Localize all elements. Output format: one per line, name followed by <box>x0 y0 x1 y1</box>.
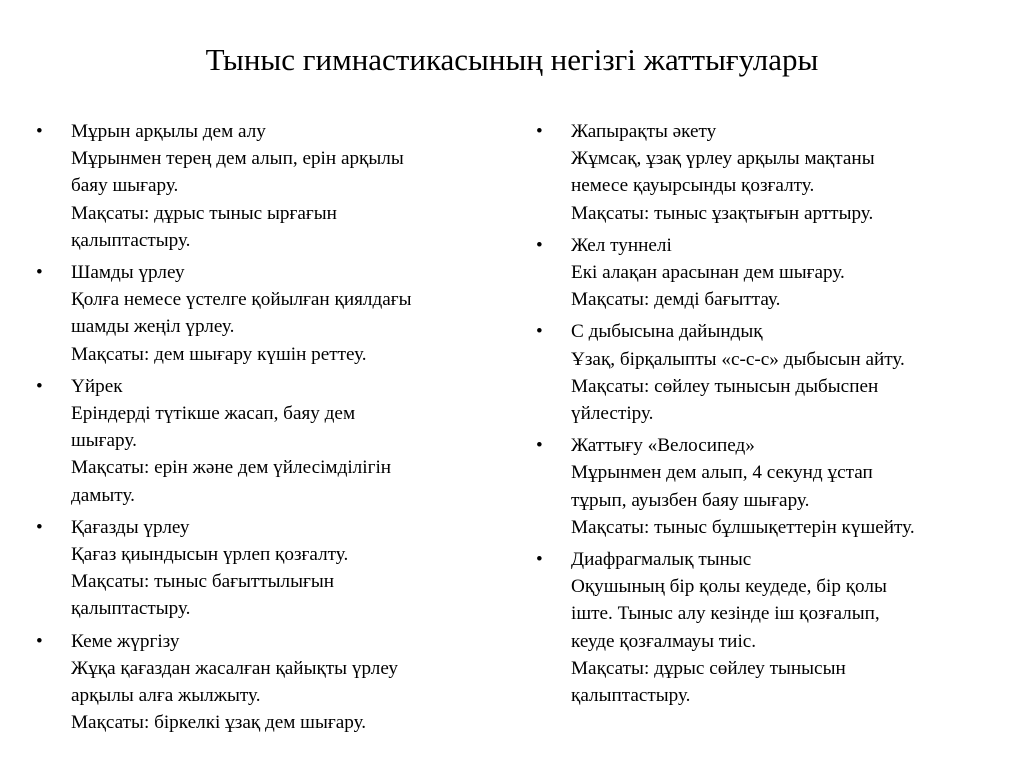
list-item <box>536 232 1002 314</box>
list-item <box>536 546 1002 709</box>
exercise-text-line: Мақсаты: ерін және дем үйлесімділігін <box>71 457 392 479</box>
bullet-icon: • <box>36 375 43 397</box>
exercise-text-line: Қағаз қиындысын үрлеп қозғалту. <box>71 544 349 566</box>
list-item <box>36 118 488 254</box>
bullet-icon: • <box>536 321 543 343</box>
list-item <box>536 118 1002 227</box>
exercise-text-line: Жұмсақ, ұзақ үрлеу арқылы мақтаны <box>571 148 875 170</box>
exercise-name: Жел туннелі <box>571 234 672 256</box>
exercise-name: Жапырақты әкету <box>571 121 717 142</box>
exercise-text-line: қалыптастыру. <box>71 598 191 620</box>
exercise-text-line: Мақсаты: тыныс ұзақтығын арттыру. <box>571 202 874 224</box>
exercise-name: Диафрагмалық тыныс <box>571 549 752 571</box>
slide-title: Тыныс гимнастикасының негізгі жаттығулары <box>205 42 819 77</box>
exercise-text-line: шығару. <box>71 430 137 452</box>
exercise-text-line: Мақсаты: сөйлеу тынысын дыбыспен <box>571 375 879 397</box>
bullet-icon: • <box>536 549 543 571</box>
exercise-text-line: Қолға немесе үстелге қойылған қиялдағы <box>71 289 412 311</box>
list-item <box>36 514 488 623</box>
list-item <box>36 373 488 509</box>
bullet-icon: • <box>536 435 543 457</box>
list-item <box>36 628 488 737</box>
exercise-text-line: Мақсаты: біркелкі ұзақ дем шығару. <box>71 712 367 734</box>
exercise-text-line: баяу шығару. <box>71 175 179 197</box>
left-column <box>36 118 488 741</box>
exercise-text-line: іште. Тыныс алу кезінде іш қозғалып, <box>571 603 880 625</box>
exercise-text-line: Жұқа қағаздан жасалған қайықты үрлеу <box>71 657 398 679</box>
list-item <box>36 259 488 368</box>
exercise-name: Шамды үрлеу <box>71 262 185 284</box>
bullet-icon: • <box>36 262 43 284</box>
exercise-text-line: кеуде қозғалмауы тиіс. <box>571 630 757 652</box>
exercise-text-line: Мақсаты: дұрыс тыныс ырғағын <box>71 202 337 224</box>
exercise-name: Кеме жүргізу <box>71 630 180 652</box>
exercise-text-line: Мақсаты: дем шығару күшін реттеу. <box>71 343 367 365</box>
bullet-icon: • <box>36 121 43 142</box>
exercise-text-line: Оқушының бір қолы кеудеде, бір қолы <box>571 576 887 598</box>
exercise-text-line: шамды жеңіл үрлеу. <box>71 316 235 338</box>
list-item <box>536 432 1002 541</box>
exercise-text-line: дамыту. <box>71 484 135 506</box>
exercise-text-line: немесе қауырсынды қозғалту. <box>571 175 815 197</box>
exercise-text-line: Мақсаты: тыныс бұлшықеттерін күшейту. <box>571 516 915 538</box>
exercise-text-line: қалыптастыру. <box>71 229 191 251</box>
exercise-text-line: Екі алақан арасынан дем шығару. <box>571 262 845 284</box>
exercise-text-line: Еріндерді түтікше жасап, баяу дем <box>71 403 356 425</box>
right-column <box>536 118 1002 714</box>
bullet-icon: • <box>536 121 543 142</box>
bullet-icon: • <box>36 516 43 538</box>
exercise-text-line: Мұрынмен дем алып, 4 секунд ұстап <box>571 462 873 484</box>
bullet-icon: • <box>536 234 543 256</box>
exercise-text-line: Мақсаты: демді бағыттау. <box>571 289 781 311</box>
exercise-text-line: арқылы алға жылжыту. <box>71 685 261 707</box>
exercise-name: Жаттығу «Велосипед» <box>571 435 755 457</box>
exercise-text-line: Ұзақ, бірқалыпты «с-с-с» дыбысын айту. <box>571 348 905 370</box>
exercise-name: С дыбысына дайындық <box>571 321 763 343</box>
exercise-text-line: Мақсаты: тыныс бағыттылығын <box>71 571 335 593</box>
exercise-text-line: қалыптастыру. <box>571 685 691 707</box>
exercise-text-line: Мақсаты: дұрыс сөйлеу тынысын <box>571 657 846 679</box>
exercise-name: Қағазды үрлеу <box>71 516 190 538</box>
exercise-name: Үйрек <box>71 375 123 397</box>
exercise-text-line: тұрып, ауызбен баяу шығару. <box>571 489 810 511</box>
exercise-text-line: үйлестіру. <box>571 403 654 425</box>
exercise-text-line: Мұрынмен терең дем алып, ерін арқылы <box>71 148 404 170</box>
list-item <box>536 318 1002 427</box>
bullet-icon: • <box>36 630 43 652</box>
exercise-name: Мұрын арқылы дем алу <box>71 121 266 142</box>
